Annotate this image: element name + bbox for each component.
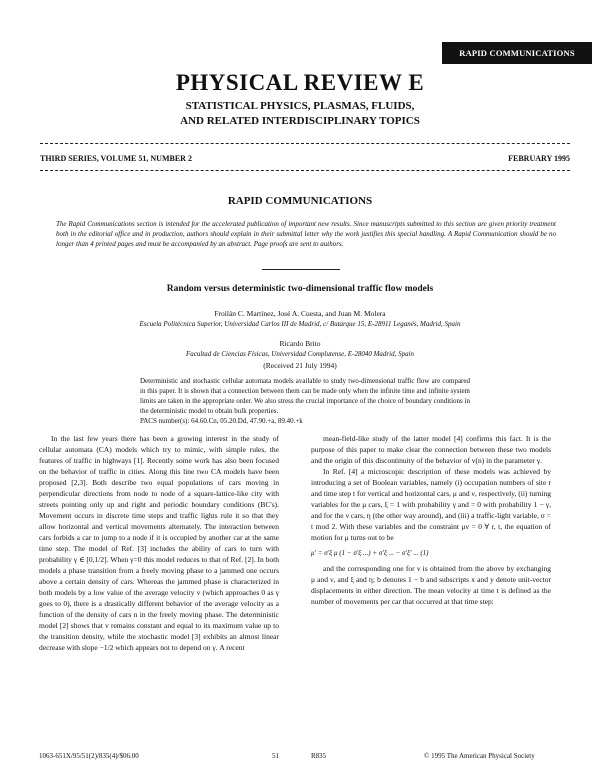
- received-date: (Received 21 July 1994): [263, 361, 337, 370]
- series-volume: THIRD SERIES, VOLUME 51, NUMBER 2: [40, 154, 192, 163]
- footer-volume: 51: [272, 752, 279, 760]
- body-paragraph: and the corresponding one for ν is obtained from the above by exchanging μ and ν, and ξ and η; b denotes 1 − b and subscripts x and y denote unit-vector displacements in either direction. The mean velocity at time t is defined as the number of movements per car that occurred at that time step:: [311, 564, 551, 606]
- article-title: Random versus deterministic two-dimensional traffic flow models: [166, 284, 434, 294]
- abstract-text: Deterministic and stochastic cellular automata models available to study two-dimensional traffic flow are compared in this paper. It is shown that a connection between them can be made only when the infinite time and infinite system limits are taken in the appropriate order. We also stress the crucial importance of the choice of boundary conditions in the deterministic model to obtain bulk properties.: [140, 377, 470, 415]
- abstract: [140, 376, 470, 426]
- affiliation-2: Facultad de Ciencias Físicas, Universidad Complutense, E-28040 Madrid, Spain: [185, 350, 415, 358]
- authors-line-1: Froilán C. Martínez, José A. Cuesta, and Juan M. Molera: [214, 309, 386, 318]
- issue-date: FEBRUARY 1995: [508, 154, 570, 163]
- body-column-left: [39, 433, 279, 653]
- journal-subtitle: [0, 99, 600, 129]
- affiliation-1: Escuela Politécnica Superior, Universidad Carlos III de Madrid, c/ Butarque 15, E-28911 Leganés, Madrid, Spain: [139, 320, 461, 328]
- equation-1: μ′ = σ′ξ μ (1 − σ′ξ ...) + σ′ξ ... − σ′ξ′ ... (1): [311, 549, 429, 557]
- body-paragraph: In Ref. [4] a microscopic description of these models was achieved by introducing a set of Boolean variables, namely (i) occupation numbers of site r and time step t for vertical and horizontal cars, μ and ν, respectively, (ii) turning variables for the μ cars, ξ = 1 with probability γ and = 0 with probability 1 − γ, and for the ν cars, η (the other way around), and (iii) a traffic-light variable, σ = t mod 2. With these variables and the constraint μν = 0 ∀ r, t, the equation of motion for μ turns out to be: [311, 467, 551, 542]
- authors-line-2: Ricardo Brito: [279, 339, 321, 348]
- footer-page: R835: [311, 752, 327, 760]
- body-column-right: [311, 433, 551, 607]
- header-rule-bottom: [40, 170, 570, 171]
- journal-title: PHYSICAL REVIEW E: [175, 70, 425, 95]
- section-title: RAPID COMMUNICATIONS: [227, 195, 373, 207]
- subtitle-line-2: AND RELATED INTERDISCIPLINARY TOPICS: [180, 115, 420, 127]
- section-intro: The Rapid Communications section is intended for the accelerated publication of important new results. Since manuscripts submitted to this section are given priority treatment both in the editorial office and in production, authors should explain in their submittal letter why the work justifies this special handling. A Rapid Communication should be no longer than 4 printed pages and must be accompanied by an abstract. Page proofs are sent to authors.: [56, 220, 556, 248]
- footer-copyright: © 1995 The American Physical Society: [424, 752, 535, 760]
- header-rule-top: [40, 143, 570, 144]
- body-paragraph: In the last few years there has been a growing interest in the study of cellular automata (CA) models which try to mimic, with simple rules, the features of traffic in highways [1]. Recently some work has also been focused on the behavior of traffic in cities. Along this line two CA models have been proposed [2,3]. Both describe two equal populations of cars moving in perpendicular directions from node to node of a square-lattice-like city with streets pointing only up and right and periodic boundary conditions (BC's). Movement occurs in discrete time steps and traffic lights rule it so that they allow horizontal and vertical movements alternately. The interaction between cars forbids a car to jump to a node if it is occupied by another car at the same time step. The model of Ref. [3] includes the ability of cars to turn with probability γ ∈ [0,1/2]. When γ=0 this model reduces to that of Ref. [2]. In both models a phase transition from a freely moving phase to a jammed one occurs above a certain density of cars. Whereas the jammed phase is characterized in both models by a low value of the average velocity v (which approaches 0 as γ goes to 0), there is a drastically different behavior of the average velocity as a function of the density of cars n in the freely moving phase. The deterministic model [2] shows that v remains constant and equal to its maximum value up to the transition density, while the stochastic model [3] exhibits an almost linear decrease with slope −1/2 which appears not to depend on γ. A recent: [39, 434, 279, 652]
- issue-line: [40, 154, 570, 163]
- footer-code: 1063-651X/95/51(2)/835(4)/$06.00: [39, 752, 139, 760]
- pacs-numbers: PACS number(s): 64.60.Cn, 05.20.Dd, 47.90.+a, 89.40.+k: [140, 417, 303, 425]
- short-divider: [262, 269, 340, 270]
- subtitle-line-1: STATISTICAL PHYSICS, PLASMAS, FLUIDS,: [185, 100, 415, 112]
- body-paragraph: mean-field-like study of the latter model [4] confirms this fact. It is the purpose of this paper to make clear the connection between these two models and the origin of this discontinuity of the behavior of v(n) in the parameter γ.: [311, 434, 551, 465]
- rapid-communications-tag: RAPID COMMUNICATIONS: [442, 42, 592, 64]
